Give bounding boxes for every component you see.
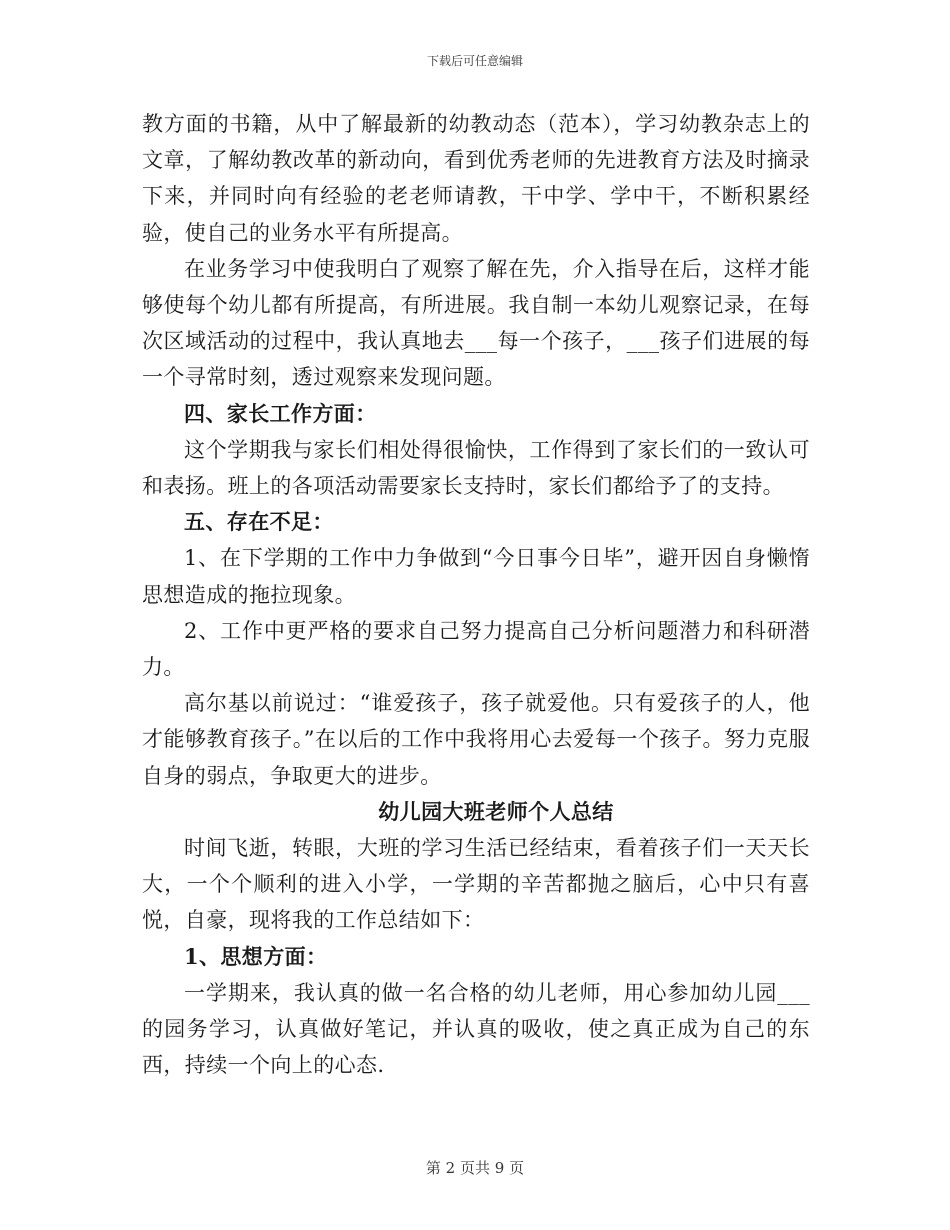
paragraph-parents: 这个学期我与家长们相处得很愉快，工作得到了家长们的一致认可和表扬。班上的各项活动需要家长支持时，家长们都给予了的支持。 bbox=[142, 437, 810, 499]
paragraph-reading: 教方面的书籍，从中了解最新的幼教动态（范本），学习幼教杂志上的文章，了解幼教改革的新动向，看到优秀老师的先进教育方法及时摘录下来，并同时向有经验的老老师请教，干中学、学中干，不断积累经验，使自己的业务水平有所提高。 bbox=[142, 112, 810, 245]
document-body bbox=[142, 106, 810, 1083]
page-footer: 第 2 页共 9 页 bbox=[425, 1159, 525, 1177]
document-title: 幼儿园大班老师个人总结 bbox=[378, 798, 614, 824]
paragraph-gorky-quote: 高尔基以前说过：“谁爱孩子，孩子就爱他。只有爱孩子的人，他才能够教育孩子。”在以后的工作中我将用心去爱每一个孩子。努力克服自身的弱点，争取更大的进步。 bbox=[142, 691, 810, 788]
page-header: 下载后可任意编辑 bbox=[426, 54, 523, 68]
section-heading-shortcomings: 五、存在不足： bbox=[184, 509, 334, 535]
section-heading-parents: 四、家长工作方面： bbox=[184, 400, 377, 426]
section-heading-thought: 1、思想方面： bbox=[184, 943, 328, 969]
paragraph-intro: 时间飞逝，转眼，大班的学习生活已经结束，看着孩子们一天天长大，一个个顺利的进入小学，一学期的辛苦都抛之脑后，心中只有喜悦，自豪，现将我的工作总结如下： bbox=[142, 836, 810, 933]
paragraph-observation: 在业务学习中使我明白了观察了解在先，介入指导在后，这样才能够使每个幼儿都有所提高，有所进展。我自制一本幼儿观察记录，在每次区域活动的过程中，我认真地去___每一个孩子，___孩子们进展的每一个寻常时刻，透过观察来发现问题。 bbox=[142, 256, 810, 390]
paragraph-shortcoming-1: 1、在下学期的工作中力争做到“今日事今日毕”，避开因自身懒惰思想造成的拖拉现象。 bbox=[142, 546, 810, 607]
paragraph-shortcoming-2: 2、工作中更严格的要求自己努力提高自己分析问题潜力和科研潜力。 bbox=[142, 618, 810, 680]
paragraph-thought: 一学期来，我认真的做一名合格的幼儿老师，用心参加幼儿园___的园务学习，认真做好笔记，并认真的吸收，使之真正成为自己的东西，持续一个向上的心态. bbox=[142, 980, 810, 1078]
